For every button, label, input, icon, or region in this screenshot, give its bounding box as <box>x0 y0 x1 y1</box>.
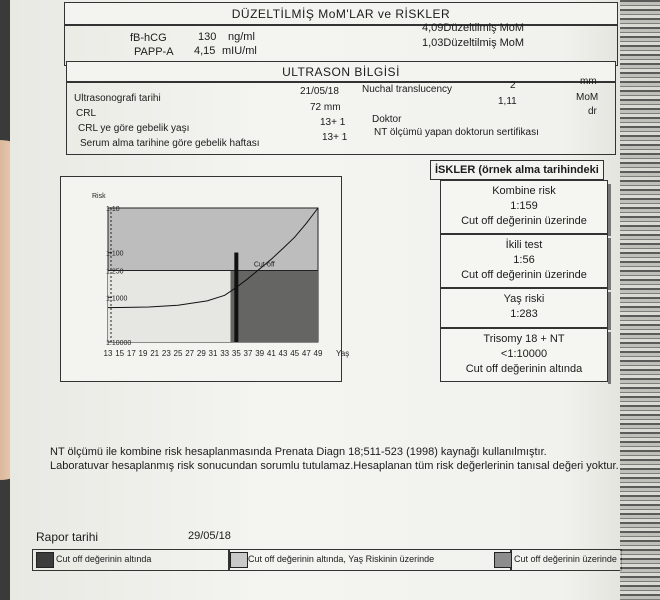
nt-label: Nuchal translucency <box>362 84 453 95</box>
x-tick-label: 19 <box>138 349 148 358</box>
mom-box <box>64 24 618 66</box>
nt-unit: mm <box>580 76 597 87</box>
legend-swatch-below <box>36 552 54 568</box>
risk-age-title: Yaş riski <box>503 293 545 305</box>
marker-name-pappa: PAPP-A <box>134 46 174 58</box>
x-tick-label: 15 <box>115 349 125 358</box>
x-tick-label: 37 <box>243 349 253 358</box>
x-tick-label: 39 <box>255 349 265 358</box>
us-crl-value: 72 mm <box>310 102 341 113</box>
legend-swatch-above <box>494 552 512 568</box>
legend-label-below-age: Cut off değerinin altında, Yaş Riskinin üzerinde <box>248 554 435 564</box>
us-date-label: Ultrasonografi tarihi <box>74 93 161 104</box>
risk-box-trisomy18 <box>440 328 608 382</box>
x-tick-label: 25 <box>173 349 183 358</box>
risk-dual-value: 1:56 <box>513 254 535 266</box>
y-tick-label: 1:250 <box>106 268 124 276</box>
report-date-value: 29/05/18 <box>188 530 231 542</box>
y-tick-label: 1:1000 <box>106 295 128 303</box>
x-tick-label: 13 <box>103 349 113 358</box>
legend-swatch-below-age <box>230 552 248 568</box>
risk-dual-title: İkili test <box>505 239 543 251</box>
risk-box-dual <box>440 234 608 288</box>
x-tick-label: 33 <box>220 349 230 358</box>
footnote-reference: NT ölçümü ile kombine risk hesaplanmasında Prenata Diagn 18;511-523 (1998) kaynağı kullanılmıştır. <box>50 446 547 458</box>
risk-box-combined <box>440 180 608 234</box>
x-tick-label: 31 <box>208 349 218 358</box>
mom-section-title: DÜZELTİLMİŞ MoM'LAR ve RİSKLER <box>64 2 618 26</box>
x-tick-label: 43 <box>278 349 288 358</box>
us-ga-crl-value: 13+ 1 <box>320 117 346 128</box>
x-tick-label: 45 <box>290 349 300 358</box>
nt-mom-value: 1,11 <box>498 96 517 107</box>
us-crl-label: CRL <box>76 108 97 119</box>
marker-mom-pappa: 1,03Düzeltilmiş MoM <box>422 37 525 49</box>
marker-value-pappa: 4,15 <box>194 45 216 57</box>
us-ga-serum-label: Serum alma tarihine göre gebelik haftası <box>80 138 260 149</box>
legend-label-above: Cut off değerinin üzerinde <box>514 554 617 564</box>
nt-mom-unit: MoM <box>576 92 599 103</box>
risk-age-value: 1:283 <box>510 308 538 320</box>
legend-label-below: Cut off değerinin altında <box>56 554 152 564</box>
risk-box-age <box>440 288 608 328</box>
footnote-disclaimer: Laboratuvar hesaplanmış risk sonucundan sorumlu tutulamaz.Hesaplanan tüm risk değerlerinin tanısal değeri yoktur. <box>50 460 619 472</box>
risk-t18-note: Cut off değerinin altında <box>465 363 583 375</box>
doctor-label: Doktor <box>372 114 402 125</box>
x-axis-label: Yaş <box>336 349 350 358</box>
x-tick-label: 17 <box>126 349 136 358</box>
risks-header: İSKLER (örnek alma tarihindeki <box>430 160 604 180</box>
x-tick-label: 49 <box>313 349 323 358</box>
x-tick-label: 27 <box>185 349 195 358</box>
x-tick-label: 35 <box>231 349 241 358</box>
x-tick-label: 41 <box>266 349 276 358</box>
nt-value: 2 <box>510 80 516 91</box>
y-tick-label: 1:100 <box>106 250 124 258</box>
report-date-label: Rapor tarihi <box>36 530 99 544</box>
scan-artifact <box>620 0 660 600</box>
marker-unit-hcg: ng/ml <box>228 31 255 43</box>
patient-age-bar <box>234 253 238 342</box>
above-agerisk-region <box>231 270 319 342</box>
marker-unit-pappa: mIU/ml <box>222 45 257 57</box>
risk-chart <box>50 170 350 390</box>
risk-combined-value: 1:159 <box>510 200 538 212</box>
x-tick-label: 21 <box>150 349 160 358</box>
x-tick-label: 47 <box>301 349 311 358</box>
marker-value-hcg: 130 <box>198 31 217 43</box>
report-page <box>10 0 660 600</box>
us-ga-crl-label: CRL ye göre gebelik yaşı <box>78 123 190 134</box>
marker-name-hcg: fB-hCG <box>130 32 167 44</box>
us-date-value: 21/05/18 <box>300 86 339 97</box>
nt-dr-unit: dr <box>588 106 597 117</box>
risk-combined-note: Cut off değerinin üzerinde <box>461 215 587 227</box>
ultrasound-section-title: ULTRASON BİLGİSİ <box>66 61 616 83</box>
x-tick-label: 23 <box>161 349 171 358</box>
risk-t18-title: Trisomy 18 + NT <box>483 333 565 345</box>
risk-t18-value: <1:10000 <box>500 348 548 360</box>
x-tick-label: 29 <box>196 349 206 358</box>
y-tick-label: 1:10 <box>106 206 120 213</box>
risk-dual-note: Cut off değerinin üzerinde <box>461 269 587 281</box>
marker-mom-hcg: 4,09Düzeltilmiş MoM <box>422 22 525 34</box>
y-tick-label: 1:10000 <box>106 340 132 347</box>
us-ga-serum-value: 13+ 1 <box>322 132 348 143</box>
cutoff-label: Cut-off <box>253 261 275 269</box>
risk-combined-title: Kombine risk <box>492 185 556 197</box>
cert-label: NT ölçümü yapan doktorun sertifikası <box>374 127 539 138</box>
y-axis-label: Risk <box>92 193 106 200</box>
